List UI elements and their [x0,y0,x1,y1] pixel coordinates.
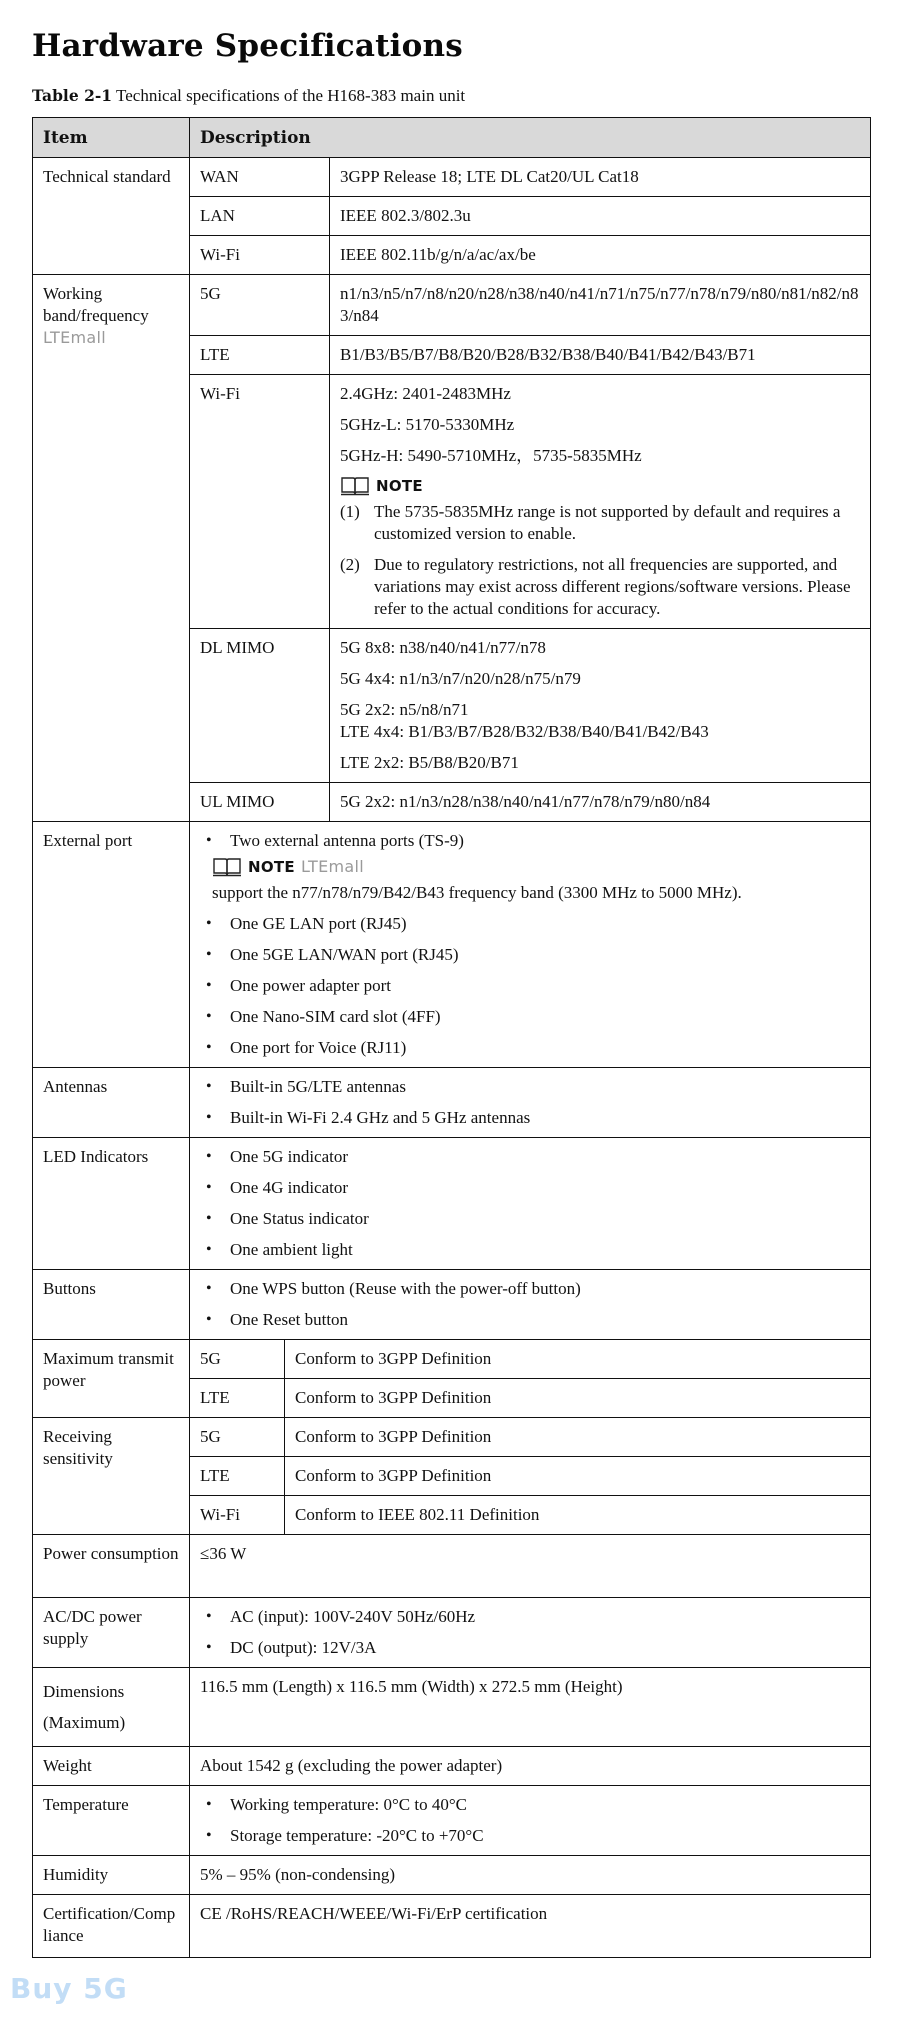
table-row [33,1270,871,1340]
value-weight: About 1542 g (excluding the power adapter) [190,1747,871,1786]
watermark-ltemall: LTEmall [300,857,364,876]
list-item: • Storage temperature: -20°C to +70°C [200,1825,860,1847]
value-tx-5g: Conform to 3GPP Definition [285,1340,871,1379]
table-caption [32,86,465,106]
table-row [33,158,871,197]
value-rx-5g: Conform to 3GPP Definition [285,1418,871,1457]
note-header [340,475,860,497]
sub-rx-wifi: Wi-Fi [190,1496,285,1535]
value-buttons [190,1270,871,1340]
sub-band-wifi: Wi-Fi [190,375,330,629]
item-antennas: Antennas [33,1068,190,1138]
value-lan: IEEE 802.3/802.3u [330,197,871,236]
book-icon [340,476,370,496]
book-icon [212,857,242,877]
item-working-band-label: Working band/frequency [43,284,149,325]
wifi-line: 2.4GHz: 2401-2483MHz [340,384,511,403]
list-item: • One Status indicator [200,1208,860,1230]
value-band-lte: B1/B3/B5/B7/B8/B20/B28/B32/B38/B40/B41/B42/B43/B71 [330,336,871,375]
value-band-5g: n1/n3/n5/n7/n8/n20/n28/n38/n40/n41/n71/n75/n77/n78/n79/n80/n81/n82/n83/n84 [330,275,871,336]
value-humidity: 5% – 95% (non-condensing) [190,1856,871,1895]
note-number: (2) [340,555,360,574]
mimo-line: LTE 2x2: B5/B8/B20/B71 [340,753,519,772]
note-label: NOTE [376,477,423,495]
table-row [33,1786,871,1856]
note-label: NOTE [248,858,295,876]
value-external-port [190,822,871,1068]
value-rx-wifi: Conform to IEEE 802.11 Definition [285,1496,871,1535]
list-item: • One Nano-SIM card slot (4FF) [200,1006,860,1028]
table-header-row [33,118,871,158]
header-description: Description [190,118,871,158]
table-row [33,1138,871,1270]
value-band-wifi [330,375,871,629]
table-row [33,1856,871,1895]
list-item: • One 5G indicator [200,1146,860,1168]
note-item [340,554,860,620]
value-temperature [190,1786,871,1856]
mimo-line: 5G 8x8: n38/n40/n41/n77/n78 [340,638,546,657]
spec-table [32,117,871,1958]
value-acdc-power-supply [190,1598,871,1668]
table-row [33,1418,871,1457]
bullet-list [200,830,860,852]
sub-lan: LAN [190,197,330,236]
list-item: • One WPS button (Reuse with the power-off button) [200,1278,860,1300]
value-dl-mimo [330,629,871,783]
page-title: Hardware Specifications [32,28,463,64]
item-max-transmit-power: Maximum transmit power [33,1340,190,1418]
table-row [33,275,871,336]
item-external-port: External port [33,822,190,1068]
value-antennas [190,1068,871,1138]
list-item: • One ambient light [200,1239,860,1261]
item-receiving-sensitivity: Receiving sensitivity [33,1418,190,1535]
note-text: support the n77/n78/n79/B42/B43 frequency band (3300 MHz to 5000 MHz). [212,883,742,902]
list-item: • One GE LAN port (RJ45) [200,913,860,935]
sub-wifi: Wi-Fi [190,236,330,275]
sub-ul-mimo: UL MIMO [190,783,330,822]
value-power-consumption: ≤36 W [190,1535,871,1598]
bullet-list [200,1076,860,1129]
list-item: • Two external antenna ports (TS-9) [200,830,860,852]
note-number: (1) [340,502,360,521]
item-weight: Weight [33,1747,190,1786]
table-row [33,822,871,1068]
value-wan: 3GPP Release 18; LTE DL Cat20/UL Cat18 [330,158,871,197]
watermark-buy-5g: Buy 5G [10,1972,128,2005]
mimo-line: 5G 2x2: n5/n8/n71 [340,700,469,719]
item-certification: Certification/Compliance [33,1895,190,1958]
list-item: • One Reset button [200,1309,860,1331]
header-item: Item [33,118,190,158]
table-row [33,1340,871,1379]
list-item: • One port for Voice (RJ11) [200,1037,860,1059]
sub-rx-lte: LTE [190,1457,285,1496]
value-led-indicators [190,1138,871,1270]
table-row [33,1068,871,1138]
bullet-list [200,1146,860,1261]
value-tx-lte: Conform to 3GPP Definition [285,1379,871,1418]
list-item: • Built-in 5G/LTE antennas [200,1076,860,1098]
note-list [340,501,860,620]
item-working-band [33,275,190,822]
sub-rx-5g: 5G [190,1418,285,1457]
bullet-list [200,1278,860,1331]
value-rx-lte: Conform to 3GPP Definition [285,1457,871,1496]
sub-band-lte: LTE [190,336,330,375]
list-item: • Built-in Wi-Fi 2.4 GHz and 5 GHz antennas [200,1107,860,1129]
table-row [33,1668,871,1747]
value-ul-mimo: 5G 2x2: n1/n3/n28/n38/n40/n41/n77/n78/n79/n80/n84 [330,783,871,822]
sub-band-5g: 5G [190,275,330,336]
table-caption-label: Table 2-1 [32,86,113,105]
note-text: Due to regulatory restrictions, not all frequencies are supported, and variations may exist across different regions/software versions. Please refer to the actual conditions for accuracy. [374,555,851,618]
wifi-line: 5GHz-L: 5170-5330MHz [340,415,515,434]
list-item: • Working temperature: 0°C to 40°C [200,1794,860,1816]
watermark-ltemall: LTEmall [43,328,106,347]
table-row [33,1598,871,1668]
value-dimensions: 116.5 mm (Length) x 116.5 mm (Width) x 272.5 mm (Height) [190,1668,871,1747]
list-item: • AC (input): 100V-240V 50Hz/60Hz [200,1606,860,1628]
item-buttons: Buttons [33,1270,190,1340]
sub-tx-lte: LTE [190,1379,285,1418]
mimo-line: 5G 4x4: n1/n3/n7/n20/n28/n75/n79 [340,669,581,688]
item-power-consumption: Power consumption [33,1535,190,1598]
item-led-indicators: LED Indicators [33,1138,190,1270]
list-item: • One power adapter port [200,975,860,997]
bullet-list [200,913,860,1059]
table-caption-text: Technical specifications of the H168-383 main unit [116,86,466,105]
item-temperature: Temperature [33,1786,190,1856]
value-wifi: IEEE 802.11b/g/n/a/ac/ax/be [330,236,871,275]
sub-tx-5g: 5G [190,1340,285,1379]
mimo-line: LTE 4x4: B1/B3/B7/B28/B32/B38/B40/B41/B42/B43 [340,722,709,741]
item-dimensions: Dimensions (Maximum) [33,1668,190,1747]
note-item [340,501,860,545]
list-item: • One 4G indicator [200,1177,860,1199]
wifi-line: 5GHz-H: 5490-5710MHz，5735-5835MHz [340,446,642,465]
item-acdc-power-supply: AC/DC power supply [33,1598,190,1668]
list-item: • DC (output): 12V/3A [200,1637,860,1659]
sub-dl-mimo: DL MIMO [190,629,330,783]
bullet-list [200,1794,860,1847]
item-technical-standard: Technical standard [33,158,190,275]
list-item: • One 5GE LAN/WAN port (RJ45) [200,944,860,966]
table-row [33,1747,871,1786]
sub-wan: WAN [190,158,330,197]
note-text: The 5735-5835MHz range is not supported by default and requires a customized version to enable. [374,502,841,543]
table-row [33,1535,871,1598]
note-header [200,856,860,878]
table-row [33,1895,871,1958]
item-humidity: Humidity [33,1856,190,1895]
bullet-list [200,1606,860,1659]
value-certification: CE /RoHS/REACH/WEEE/Wi-Fi/ErP certification [190,1895,871,1958]
